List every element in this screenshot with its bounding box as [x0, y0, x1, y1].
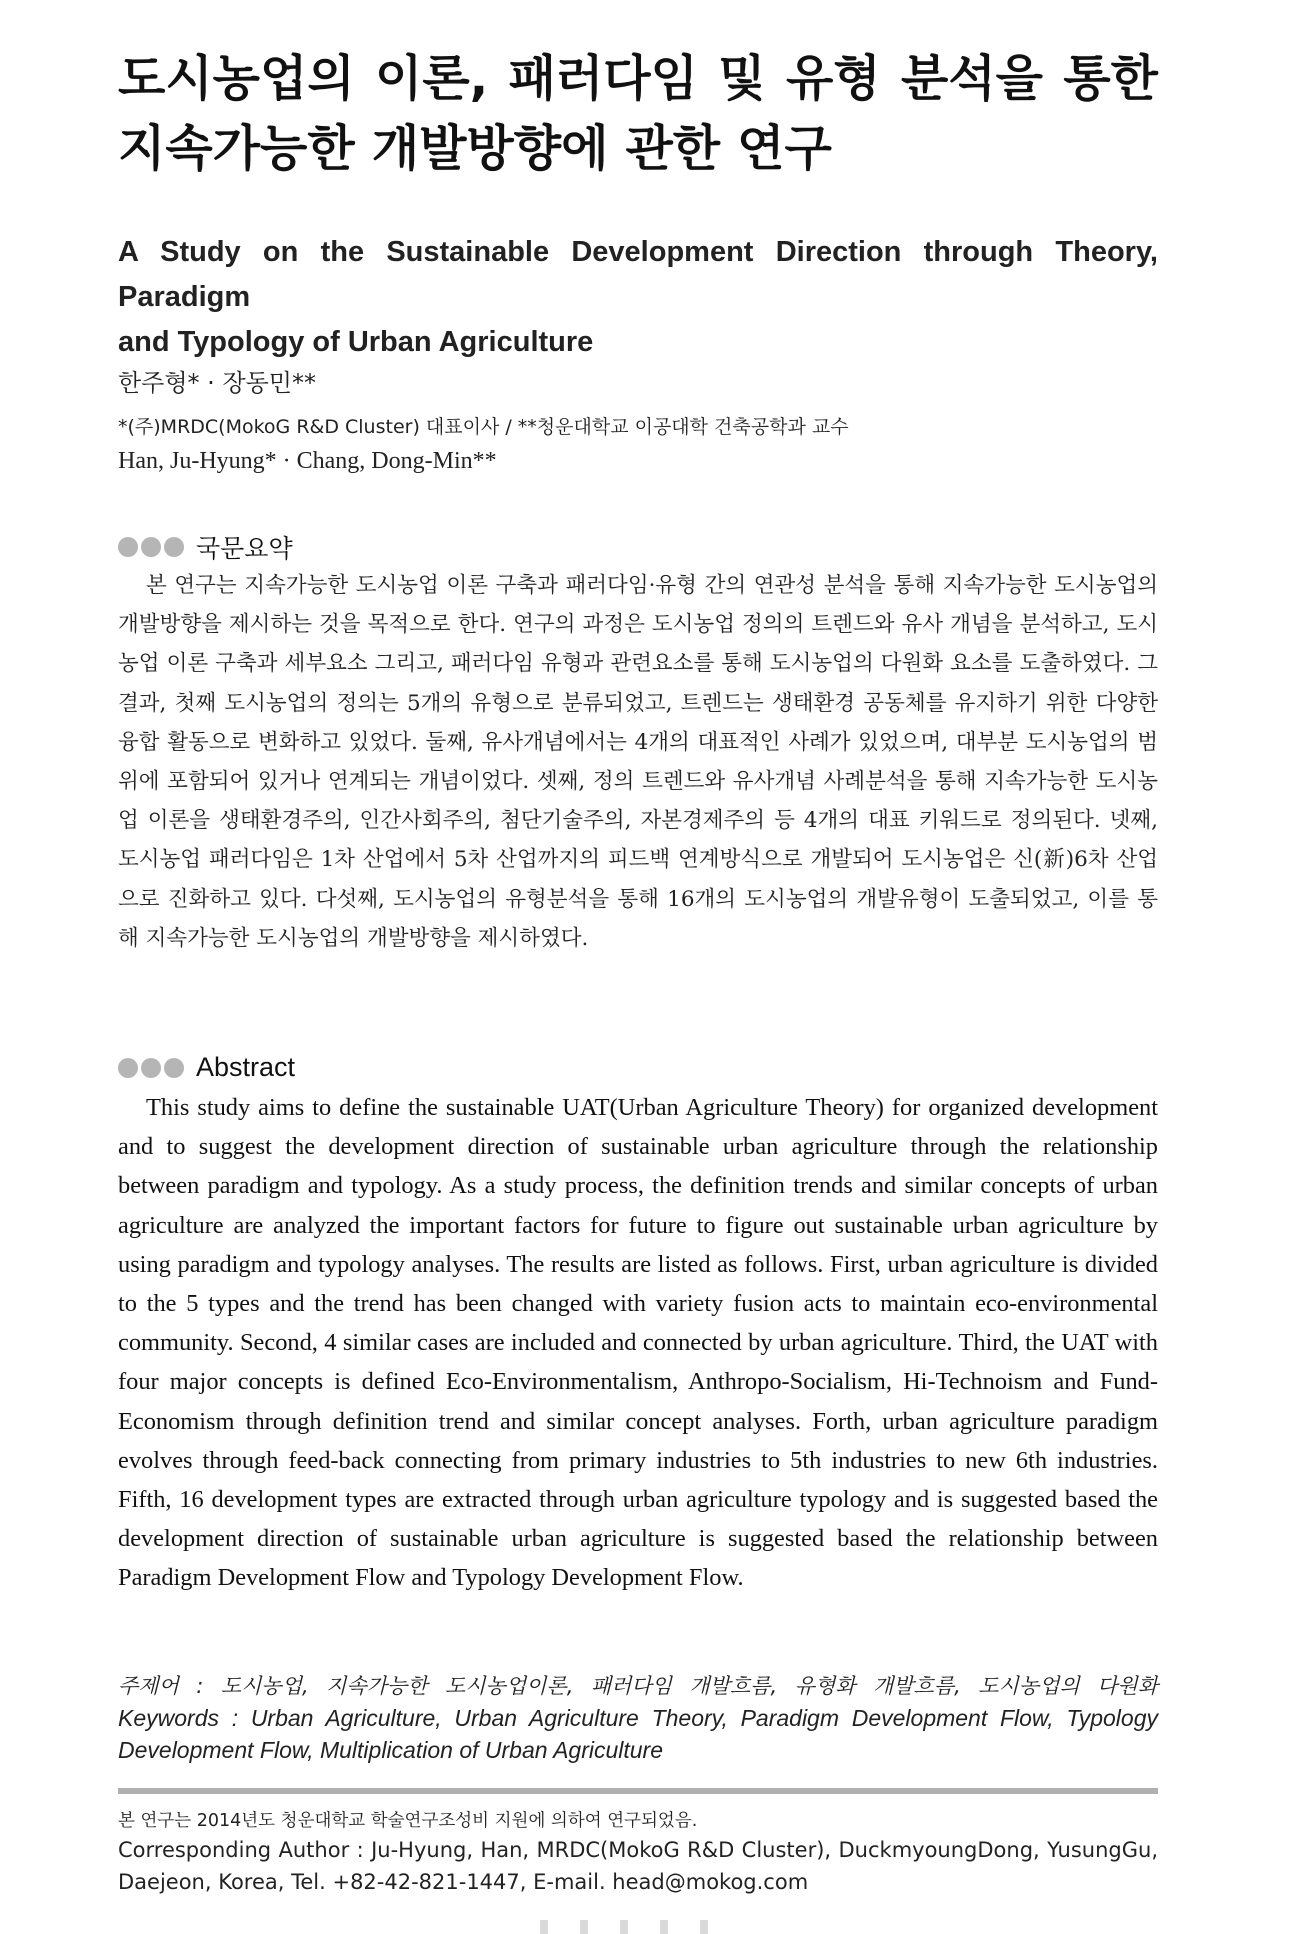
author-names-english: Han, Ju-Hyung* · Chang, Dong-Min** [118, 448, 497, 474]
paper-title-korean [118, 44, 1158, 184]
paper-page [118, 0, 1158, 1934]
author-names-korean: 한주형* · 장동민** [118, 369, 316, 397]
bullet-dots-icon [118, 1058, 184, 1078]
author-affiliations: *(주)MRDC(MokoG R&D Cluster) 대표이사 / **청운대학교 이공대학 건축공학과 교수 [118, 416, 849, 438]
keywords-english: Keywords : Urban Agriculture, Urban Agriculture Theory, Paradigm Development Flow, Typology Development Flow, Multiplication of Urban Agriculture [118, 1705, 1158, 1763]
korean-abstract-heading [118, 529, 293, 565]
english-abstract-body: This study aims to define the sustainable UAT(Urban Agriculture Theory) for organized development and to suggest the development direction of sustainable urban agriculture through the relationship between paradigm and typology. As a study process, the definition trends and similar concepts of urban agriculture are analyzed the important factors for future to figure out sustainable urban agriculture by using paradigm and typology analyses. The results are listed as follows. First, urban agriculture is divided to the 5 types and the trend has been changed with variety fusion acts to maintain eco-environmental community. Second, 4 similar cases are included and connected by urban agriculture. Third, the UAT with four major concepts is defined Eco-Environmentalism, Anthropo-Socialism, Hi-Technoism and Fund-Economism through definition trend and similar concept analyses. Forth, urban agriculture paradigm evolves through feed-back connecting from primary industries to 5th industries to new 6th industries. Fifth, 16 development types are extracted through urban agriculture typology and is suggested based the development direction of sustainable urban agriculture is suggested based the relationship between Paradigm Development Flow and Typology Development Flow. [118, 1094, 1158, 1592]
subtitle-line-1: A Study on the Sustainable Development Direction through Theory, Paradigm [118, 236, 1158, 313]
title-line-1: 도시농업의 이론, 패러다임 및 유형 분석을 통한 [118, 50, 1158, 107]
korean-abstract-body: 본 연구는 지속가능한 도시농업 이론 구축과 패러다임·유형 간의 연관성 분석을 통해 지속가능한 도시농업의 개발방향을 제시하는 것을 목적으로 한다. 연구의 과정은 도시농업 정의의 트렌드와 유사 개념을 분석하고, 도시농업 이론 구축과 세부요소 그리고, 패러다임 유형과 관련요소를 통해 도시농업의 다원화 요소를 도출하였다. 그 결과, 첫째 도시농업의 정의는 5개의 유형으로 분류되었고, 트렌드는 생태환경 공동체를 유지하기 위한 다양한 융합 활동으로 변화하고 있었다. 둘째, 유사개념에서는 4개의 대표적인 사례가 있었으며, 대부분 도시농업의 범위에 포함되어 있거나 연계되는 개념이었다. 셋째, 정의 트렌드와 유사개념 사례분석을 통해 지속가능한 도시농업 이론을 생태환경주의, 인간사회주의, 첨단기술주의, 자본경제주의 등 4개의 대표 키워드로 정의된다. 넷째, 도시농업 패러다임은 1차 산업에서 5차 산업까지의 피드백 연계방식으로 개발되어 도시농업은 신(新)6차 산업으로 진화하고 있다. 다섯째, 도시농업의 유형분석을 통해 16개의 도시농업의 개발유형이 도출되었고, 이를 통해 지속가능한 도시농업의 개발방향을 제시하였다. [118, 573, 1158, 951]
english-abstract-heading-text: Abstract [196, 1052, 296, 1082]
funding-note: 본 연구는 2014년도 청운대학교 학술연구조성비 지원에 의하여 연구되었음. [118, 1811, 698, 1831]
footnote-divider [118, 1788, 1158, 1794]
page-bottom-marks [540, 1920, 880, 1934]
paper-title-english [118, 230, 1158, 365]
corresponding-author: Corresponding Author : Ju-Hyung, Han, MRDC(MokoG R&D Cluster), DuckmyoungDong, YusungGu, Daejeon, Korea, Tel. +82-42-821-1447, E-mail. head@mokog.com [118, 1838, 1158, 1894]
bullet-dots-icon [118, 537, 184, 557]
keywords-block [118, 1670, 1158, 1766]
keywords-korean: 주제어 : 도시농업, 지속가능한 도시농업이론, 패러다임 개발흐름, 유형화 개발흐름, 도시농업의 다원화 [118, 1674, 1158, 1698]
english-abstract-heading [118, 1052, 295, 1083]
footnote-block [118, 1808, 1158, 1898]
title-line-2: 지속가능한 개발방향에 관한 연구 [118, 120, 832, 177]
korean-abstract-heading-text: 국문요약 [196, 534, 293, 563]
subtitle-line-2: and Typology of Urban Agriculture [118, 326, 594, 358]
